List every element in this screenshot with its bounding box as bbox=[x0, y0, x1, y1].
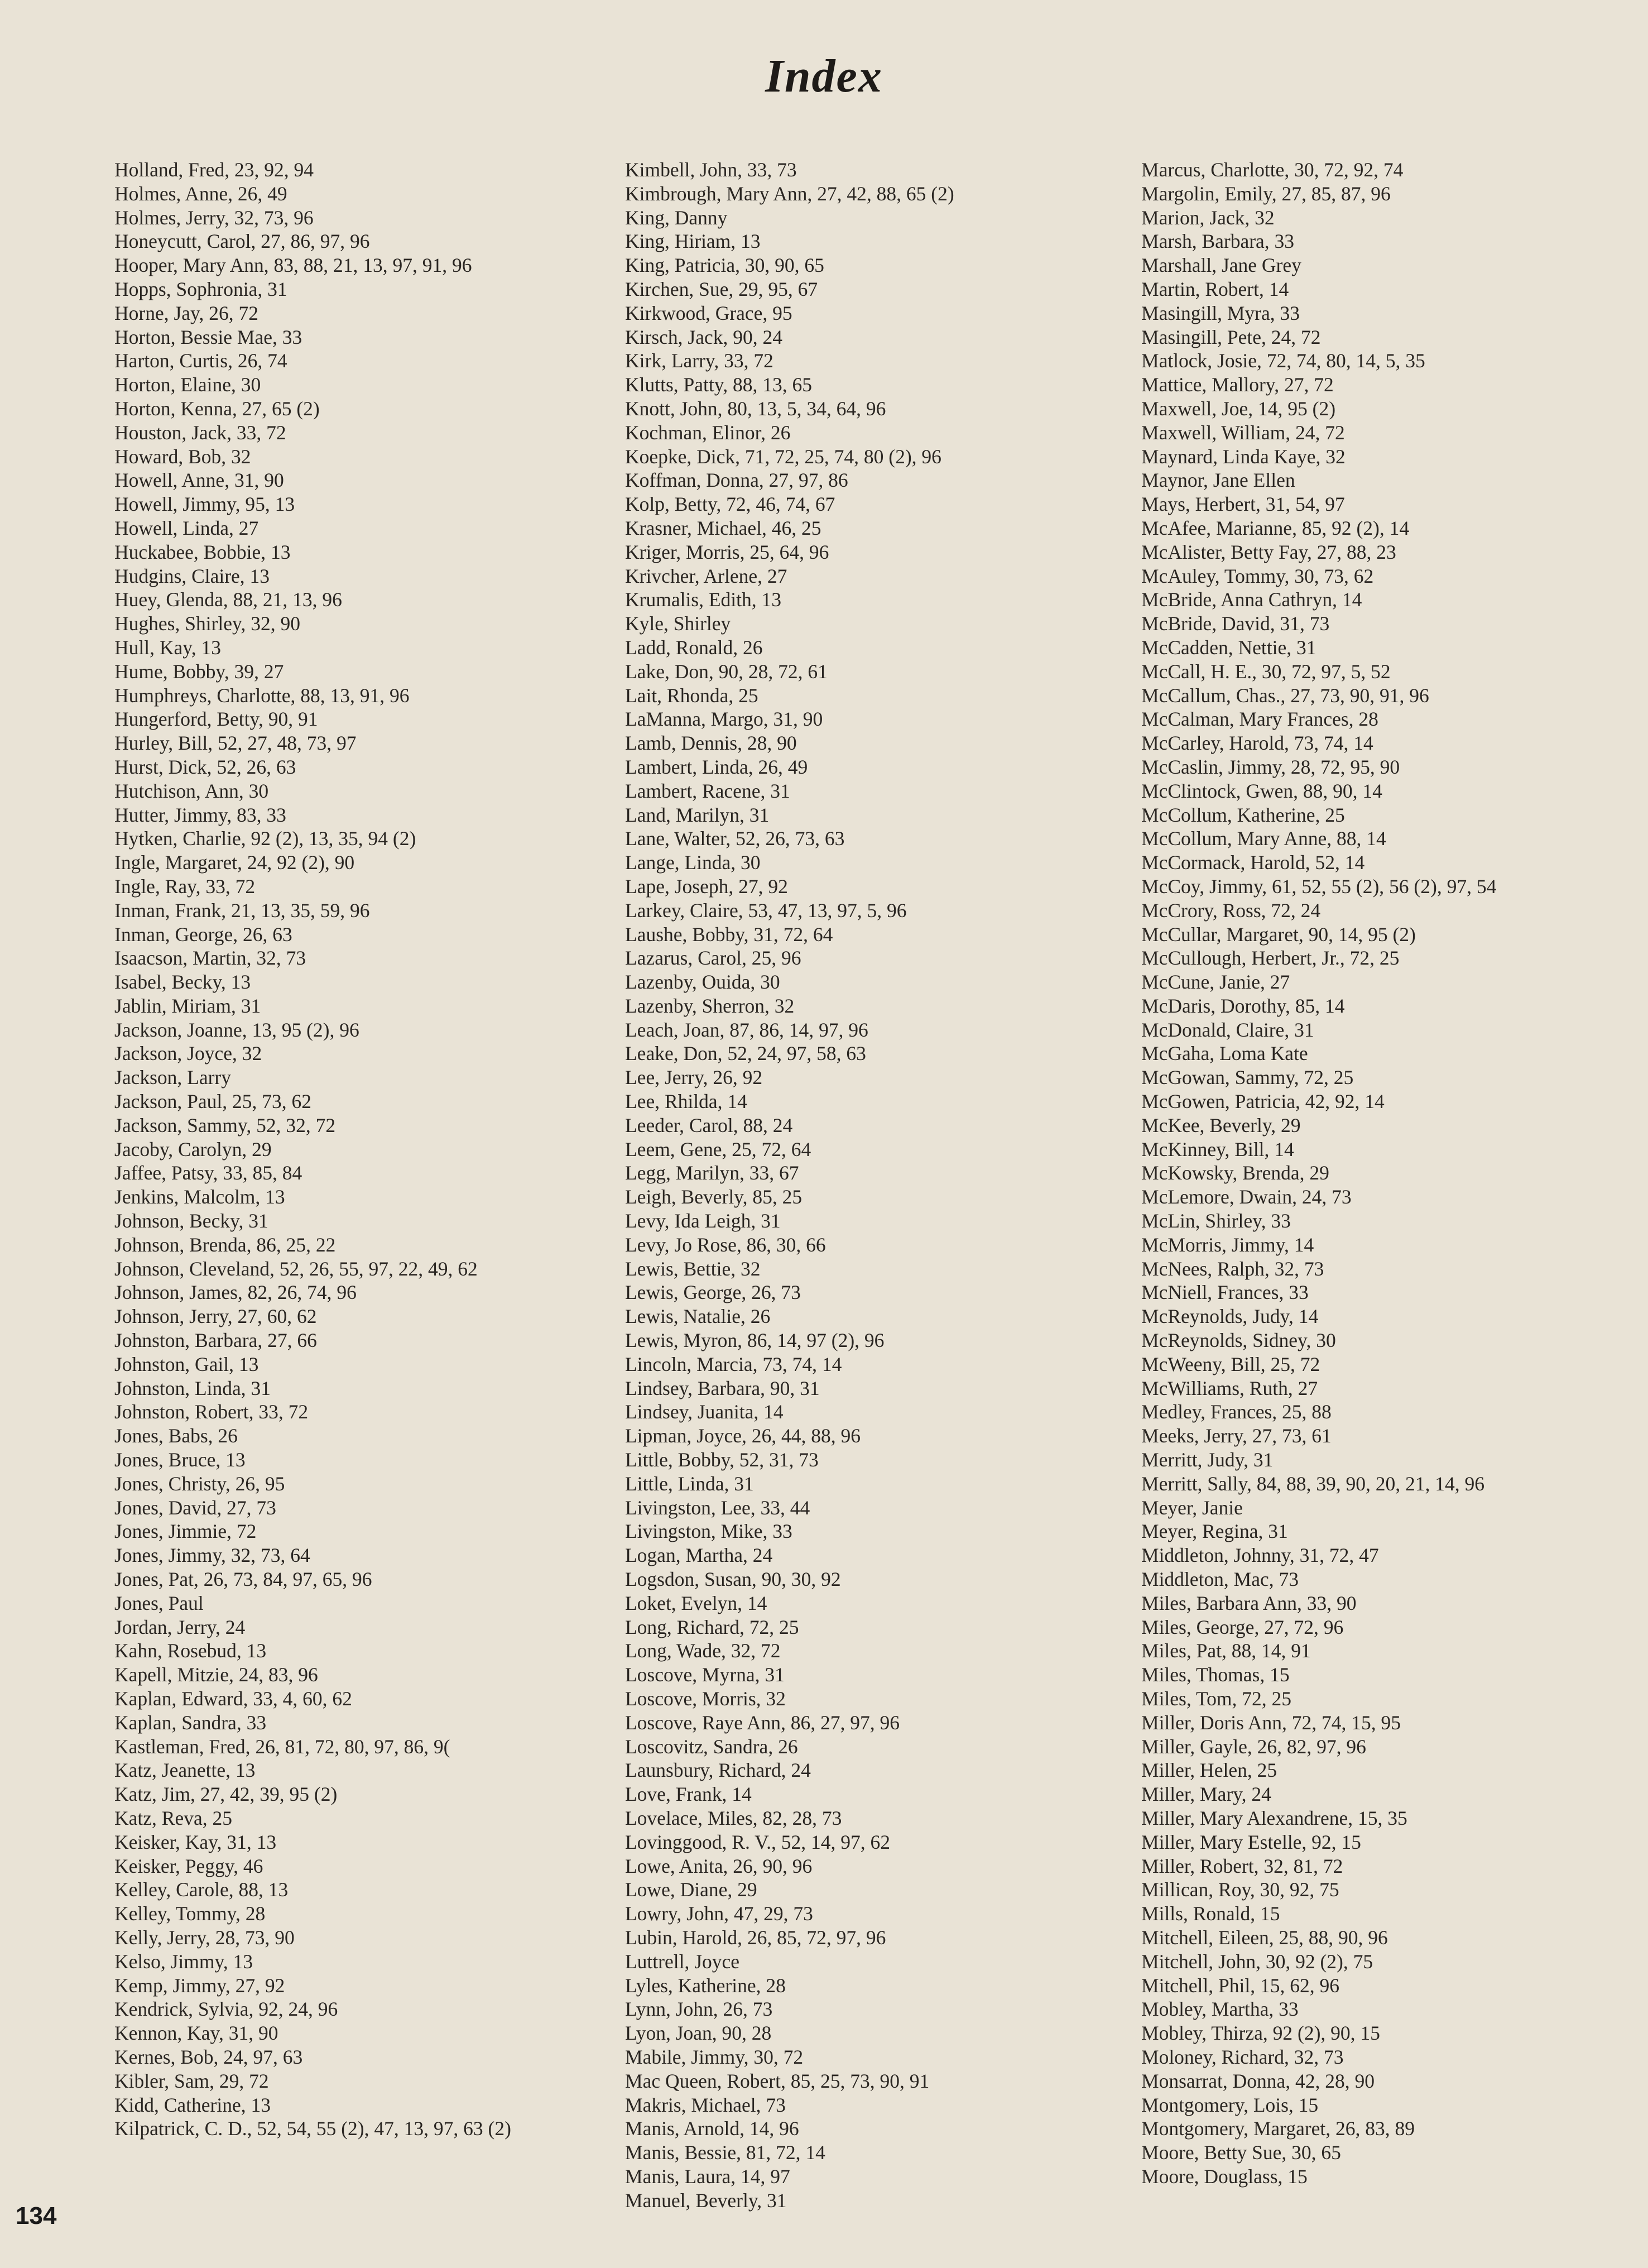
index-entry: McGowan, Sammy, 72, 25 bbox=[1141, 1066, 1354, 1089]
index-entry: McReynolds, Judy, 14 bbox=[1141, 1305, 1319, 1328]
index-entry: King, Hiriam, 13 bbox=[625, 230, 761, 253]
index-entry: Jacoby, Carolyn, 29 bbox=[114, 1138, 272, 1161]
index-entry: Lovelace, Miles, 82, 28, 73 bbox=[625, 1806, 842, 1829]
index-entry: Miles, Tom, 72, 25 bbox=[1141, 1687, 1292, 1710]
index-entry: Mays, Herbert, 31, 54, 97 bbox=[1141, 493, 1345, 516]
index-entry: Manis, Laura, 14, 97 bbox=[625, 2165, 790, 2188]
index-entry: McDaris, Dorothy, 85, 14 bbox=[1141, 994, 1345, 1017]
index-entry: Klutts, Patty, 88, 13, 65 bbox=[625, 373, 812, 396]
index-entry: McCullough, Herbert, Jr., 72, 25 bbox=[1141, 947, 1400, 970]
index-entry: Lipman, Joyce, 26, 44, 88, 96 bbox=[625, 1425, 861, 1447]
index-entry: McCormack, Harold, 52, 14 bbox=[1141, 851, 1365, 874]
index-entry: Lubin, Harold, 26, 85, 72, 97, 96 bbox=[625, 1926, 886, 1949]
index-entry: Lovinggood, R. V., 52, 14, 97, 62 bbox=[625, 1830, 891, 1853]
index-entry: Lowe, Anita, 26, 90, 96 bbox=[625, 1854, 813, 1877]
index-entry: Katz, Jeanette, 13 bbox=[114, 1759, 256, 1782]
index-entry: Long, Wade, 32, 72 bbox=[625, 1639, 781, 1662]
index-entry: LaManna, Margo, 31, 90 bbox=[625, 708, 823, 731]
index-column-2 bbox=[625, 158, 1099, 2213]
index-entry: Miller, Mary Estelle, 92, 15 bbox=[1141, 1830, 1361, 1853]
index-entry: Johnston, Gail, 13 bbox=[114, 1353, 259, 1375]
index-entry: Howell, Linda, 27 bbox=[114, 516, 259, 539]
index-entry: Masingill, Pete, 24, 72 bbox=[1141, 325, 1321, 348]
index-entry: Leach, Joan, 87, 86, 14, 97, 96 bbox=[625, 1018, 868, 1041]
index-entry: Ladd, Ronald, 26 bbox=[625, 636, 763, 659]
index-entry: Loscovitz, Sandra, 26 bbox=[625, 1735, 798, 1758]
index-entry: Jackson, Joanne, 13, 95 (2), 96 bbox=[114, 1018, 359, 1041]
index-entry: Lambert, Racene, 31 bbox=[625, 779, 790, 802]
index-entry: Meeks, Jerry, 27, 73, 61 bbox=[1141, 1425, 1332, 1447]
index-entry: Jones, Jimmy, 32, 73, 64 bbox=[114, 1544, 310, 1567]
index-entry: Lee, Rhilda, 14 bbox=[625, 1090, 747, 1113]
index-entry: Kilpatrick, C. D., 52, 54, 55 (2), 47, 13, 97, 63 (2) bbox=[114, 2117, 511, 2140]
index-entry: Lange, Linda, 30 bbox=[625, 851, 761, 874]
index-entry: Harton, Curtis, 26, 74 bbox=[114, 349, 287, 372]
index-entry: Lewis, Natalie, 26 bbox=[625, 1305, 771, 1328]
index-entry: Jones, Bruce, 13 bbox=[114, 1449, 246, 1471]
index-entry: Keisker, Kay, 31, 13 bbox=[114, 1830, 277, 1853]
index-entry: McClintock, Gwen, 88, 90, 14 bbox=[1141, 779, 1382, 802]
index-entry: Honeycutt, Carol, 27, 86, 97, 96 bbox=[114, 230, 370, 253]
index-entry: Lewis, Bettie, 32 bbox=[625, 1257, 761, 1280]
index-entry: Johnson, Brenda, 86, 25, 22 bbox=[114, 1233, 336, 1256]
index-entry: Ingle, Ray, 33, 72 bbox=[114, 875, 256, 898]
index-entry: Miller, Mary, 24 bbox=[1141, 1783, 1271, 1806]
index-entry: Lamb, Dennis, 28, 90 bbox=[625, 732, 797, 755]
index-entry: McCaslin, Jimmy, 28, 72, 95, 90 bbox=[1141, 755, 1400, 778]
index-entry: McAfee, Marianne, 85, 92 (2), 14 bbox=[1141, 516, 1410, 539]
index-entry: Kimbrough, Mary Ann, 27, 42, 88, 65 (2) bbox=[625, 182, 954, 205]
index-entry: Mobley, Martha, 33 bbox=[1141, 1998, 1299, 2021]
index-entry: Kidd, Catherine, 13 bbox=[114, 2093, 271, 2116]
index-entry: Jackson, Larry bbox=[114, 1066, 231, 1089]
index-entry: Kastleman, Fred, 26, 81, 72, 80, 97, 86, 9( bbox=[114, 1735, 450, 1758]
index-entry: Lazenby, Sherron, 32 bbox=[625, 994, 795, 1017]
index-entry: Moore, Douglass, 15 bbox=[1141, 2165, 1308, 2188]
index-entry: Mills, Ronald, 15 bbox=[1141, 1902, 1280, 1925]
index-entry: McCadden, Nettie, 31 bbox=[1141, 636, 1317, 659]
index-entry: Margolin, Emily, 27, 85, 87, 96 bbox=[1141, 182, 1391, 205]
index-entry: Horne, Jay, 26, 72 bbox=[114, 301, 258, 324]
index-entry: Miles, Thomas, 15 bbox=[1141, 1663, 1290, 1686]
index-entry: Merritt, Judy, 31 bbox=[1141, 1449, 1274, 1471]
index-entry: McCollum, Mary Anne, 88, 14 bbox=[1141, 827, 1386, 850]
index-entry: Kelley, Carole, 88, 13 bbox=[114, 1878, 289, 1901]
index-entry: Lindsey, Barbara, 90, 31 bbox=[625, 1377, 820, 1399]
index-entry: Jaffee, Patsy, 33, 85, 84 bbox=[114, 1162, 302, 1185]
index-entry: Land, Marilyn, 31 bbox=[625, 803, 770, 826]
index-entry: Kennon, Kay, 31, 90 bbox=[114, 2022, 278, 2045]
index-entry: Kaplan, Edward, 33, 4, 60, 62 bbox=[114, 1687, 352, 1710]
index-entry: Lynn, John, 26, 73 bbox=[625, 1998, 773, 2021]
index-entry: Miller, Gayle, 26, 82, 97, 96 bbox=[1141, 1735, 1366, 1758]
index-entry: Long, Richard, 72, 25 bbox=[625, 1615, 799, 1638]
index-entry: McCullar, Margaret, 90, 14, 95 (2) bbox=[1141, 923, 1416, 946]
index-entry: King, Patricia, 30, 90, 65 bbox=[625, 254, 824, 277]
index-entry: Loscove, Myrna, 31 bbox=[625, 1663, 785, 1686]
index-entry: Mitchell, John, 30, 92 (2), 75 bbox=[1141, 1950, 1373, 1973]
index-entry: Moloney, Richard, 32, 73 bbox=[1141, 2045, 1344, 2068]
index-entry: Katz, Reva, 25 bbox=[114, 1806, 232, 1829]
index-entry: Kendrick, Sylvia, 92, 24, 96 bbox=[114, 1998, 338, 2021]
index-entry: Masingill, Myra, 33 bbox=[1141, 301, 1300, 324]
index-entry: Loscove, Morris, 32 bbox=[625, 1687, 786, 1710]
index-entry: Koepke, Dick, 71, 72, 25, 74, 80 (2), 96 bbox=[625, 445, 941, 468]
index-entry: McGowen, Patricia, 42, 92, 14 bbox=[1141, 1090, 1385, 1113]
index-entry: Lyles, Katherine, 28 bbox=[625, 1974, 786, 1997]
index-entry: Jones, Paul bbox=[114, 1591, 204, 1614]
index-entry: Johnson, Jerry, 27, 60, 62 bbox=[114, 1305, 317, 1328]
index-entry: McCalman, Mary Frances, 28 bbox=[1141, 708, 1378, 731]
index-entry: Jones, David, 27, 73 bbox=[114, 1496, 276, 1519]
index-entry: Lindsey, Juanita, 14 bbox=[625, 1401, 784, 1423]
index-column-3 bbox=[1141, 158, 1621, 2189]
index-entry: Kirsch, Jack, 90, 24 bbox=[625, 325, 782, 348]
index-entry: Howell, Anne, 31, 90 bbox=[114, 469, 284, 492]
index-entry: Hungerford, Betty, 90, 91 bbox=[114, 708, 318, 731]
index-entry: McWilliams, Ruth, 27 bbox=[1141, 1377, 1318, 1399]
index-entry: Mac Queen, Robert, 85, 25, 73, 90, 91 bbox=[625, 2069, 930, 2092]
index-entry: Lazenby, Ouida, 30 bbox=[625, 971, 780, 994]
index-entry: Krivcher, Arlene, 27 bbox=[625, 564, 787, 587]
index-entry: McGaha, Loma Kate bbox=[1141, 1042, 1308, 1065]
index-entry: Lazarus, Carol, 25, 96 bbox=[625, 947, 801, 970]
index-entry: Jones, Babs, 26 bbox=[114, 1425, 238, 1447]
index-entry: McDonald, Claire, 31 bbox=[1141, 1018, 1314, 1041]
index-entry: Johnston, Linda, 31 bbox=[114, 1377, 271, 1399]
index-entry: McCarley, Harold, 73, 74, 14 bbox=[1141, 732, 1373, 755]
index-entry: McLemore, Dwain, 24, 73 bbox=[1141, 1186, 1352, 1209]
index-entry: McCollum, Katherine, 25 bbox=[1141, 803, 1345, 826]
index-entry: Lowe, Diane, 29 bbox=[625, 1878, 757, 1901]
index-entry: Hume, Bobby, 39, 27 bbox=[114, 660, 284, 683]
index-entry: Legg, Marilyn, 33, 67 bbox=[625, 1162, 799, 1185]
index-entry: Little, Linda, 31 bbox=[625, 1472, 754, 1495]
index-entry: Hopps, Sophronia, 31 bbox=[114, 277, 287, 300]
index-entry: Inman, Frank, 21, 13, 35, 59, 96 bbox=[114, 899, 370, 922]
index-entry: Horton, Kenna, 27, 65 (2) bbox=[114, 397, 320, 420]
index-entry: Mobley, Thirza, 92 (2), 90, 15 bbox=[1141, 2022, 1380, 2045]
index-entry: Miller, Helen, 25 bbox=[1141, 1759, 1277, 1782]
index-entry: Kelly, Jerry, 28, 73, 90 bbox=[114, 1926, 295, 1949]
index-entry: Johnson, Cleveland, 52, 26, 55, 97, 22, 49, 62 bbox=[114, 1257, 478, 1280]
index-entry: Johnston, Robert, 33, 72 bbox=[114, 1401, 309, 1423]
index-entry: Jackson, Sammy, 52, 32, 72 bbox=[114, 1114, 336, 1137]
index-entry: McAlister, Betty Fay, 27, 88, 23 bbox=[1141, 540, 1396, 563]
index-entry: Miles, Pat, 88, 14, 91 bbox=[1141, 1639, 1311, 1662]
index-entry: Livingston, Mike, 33 bbox=[625, 1520, 792, 1543]
index-entry: McAuley, Tommy, 30, 73, 62 bbox=[1141, 564, 1374, 587]
index-entry: Luttrell, Joyce bbox=[625, 1950, 740, 1973]
index-entry: Lait, Rhonda, 25 bbox=[625, 684, 758, 707]
index-entry: Montgomery, Lois, 15 bbox=[1141, 2093, 1319, 2116]
index-entry: Inman, George, 26, 63 bbox=[114, 923, 292, 946]
index-entry: Hutchison, Ann, 30 bbox=[114, 779, 269, 802]
index-entry: Miles, George, 27, 72, 96 bbox=[1141, 1615, 1344, 1638]
page-number: 134 bbox=[16, 2202, 57, 2229]
index-entry: Livingston, Lee, 33, 44 bbox=[625, 1496, 810, 1519]
index-entry: Lincoln, Marcia, 73, 74, 14 bbox=[625, 1353, 842, 1375]
index-entry: McBride, Anna Cathryn, 14 bbox=[1141, 588, 1362, 611]
index-entry: Jones, Christy, 26, 95 bbox=[114, 1472, 285, 1495]
index-entry: Holmes, Jerry, 32, 73, 96 bbox=[114, 206, 314, 229]
index-entry: Lewis, George, 26, 73 bbox=[625, 1281, 801, 1304]
index-entry: Millican, Roy, 30, 92, 75 bbox=[1141, 1878, 1339, 1901]
index-entry: Martin, Robert, 14 bbox=[1141, 277, 1289, 300]
index-entry: McReynolds, Sidney, 30 bbox=[1141, 1329, 1336, 1352]
index-entry: Hytken, Charlie, 92 (2), 13, 35, 94 (2) bbox=[114, 827, 416, 850]
index-entry: Levy, Jo Rose, 86, 30, 66 bbox=[625, 1233, 826, 1256]
index-entry: McNees, Ralph, 32, 73 bbox=[1141, 1257, 1324, 1280]
index-entry: Humphreys, Charlotte, 88, 13, 91, 96 bbox=[114, 684, 410, 707]
index-entry: Johnson, Becky, 31 bbox=[114, 1210, 268, 1233]
index-entry: Kelley, Tommy, 28 bbox=[114, 1902, 266, 1925]
index-entry: McLin, Shirley, 33 bbox=[1141, 1210, 1291, 1233]
index-entry: Moore, Betty Sue, 30, 65 bbox=[1141, 2141, 1341, 2164]
index-entry: Kirchen, Sue, 29, 95, 67 bbox=[625, 277, 818, 300]
index-entry: Launsbury, Richard, 24 bbox=[625, 1759, 811, 1782]
index-entry: Matlock, Josie, 72, 74, 80, 14, 5, 35 bbox=[1141, 349, 1425, 372]
index-entry: Meyer, Janie bbox=[1141, 1496, 1243, 1519]
index-entry: Kapell, Mitzie, 24, 83, 96 bbox=[114, 1663, 318, 1686]
index-entry: Kochman, Elinor, 26 bbox=[625, 421, 791, 444]
index-entry: McCune, Janie, 27 bbox=[1141, 971, 1290, 994]
index-entry: Hurst, Dick, 52, 26, 63 bbox=[114, 755, 296, 778]
index-entry: Little, Bobby, 52, 31, 73 bbox=[625, 1449, 819, 1471]
index-entry: Leem, Gene, 25, 72, 64 bbox=[625, 1138, 811, 1161]
index-entry: Miller, Doris Ann, 72, 74, 15, 95 bbox=[1141, 1711, 1401, 1734]
index-entry: Maxwell, William, 24, 72 bbox=[1141, 421, 1345, 444]
index-entry: Lambert, Linda, 26, 49 bbox=[625, 755, 808, 778]
index-entry: Marion, Jack, 32 bbox=[1141, 206, 1275, 229]
index-entry: Medley, Frances, 25, 88 bbox=[1141, 1401, 1332, 1423]
index-entry: Logsdon, Susan, 90, 30, 92 bbox=[625, 1568, 841, 1591]
index-entry: Horton, Bessie Mae, 33 bbox=[114, 325, 302, 348]
index-entry: Manis, Bessie, 81, 72, 14 bbox=[625, 2141, 825, 2164]
index-entry: Miller, Robert, 32, 81, 72 bbox=[1141, 1854, 1343, 1877]
index-entry: Lape, Joseph, 27, 92 bbox=[625, 875, 788, 898]
index-entry: Kirk, Larry, 33, 72 bbox=[625, 349, 773, 372]
index-entry: Kimbell, John, 33, 73 bbox=[625, 159, 797, 181]
index-entry: Hurley, Bill, 52, 27, 48, 73, 97 bbox=[114, 732, 357, 755]
index-entry: Kernes, Bob, 24, 97, 63 bbox=[114, 2045, 303, 2068]
index-entry: Maynard, Linda Kaye, 32 bbox=[1141, 445, 1346, 468]
index-entry: Horton, Elaine, 30 bbox=[114, 373, 261, 396]
index-entry: King, Danny bbox=[625, 206, 728, 229]
index-entry: Isabel, Becky, 13 bbox=[114, 971, 251, 994]
index-entry: Jones, Pat, 26, 73, 84, 97, 65, 96 bbox=[114, 1568, 372, 1591]
index-entry: McKee, Beverly, 29 bbox=[1141, 1114, 1301, 1137]
index-entry: Lyon, Joan, 90, 28 bbox=[625, 2022, 772, 2045]
index-entry: Leigh, Beverly, 85, 25 bbox=[625, 1186, 803, 1209]
index-entry: Kahn, Rosebud, 13 bbox=[114, 1639, 267, 1662]
index-entry: Maynor, Jane Ellen bbox=[1141, 469, 1295, 492]
index-entry: Jordan, Jerry, 24 bbox=[114, 1615, 246, 1638]
index-entry: Huckabee, Bobbie, 13 bbox=[114, 540, 291, 563]
index-entry: Merritt, Sally, 84, 88, 39, 90, 20, 21, 14, 96 bbox=[1141, 1472, 1484, 1495]
index-entry: Johnson, James, 82, 26, 74, 96 bbox=[114, 1281, 357, 1304]
index-entry: Koffman, Donna, 27, 97, 86 bbox=[625, 469, 848, 492]
index-entry: Jenkins, Malcolm, 13 bbox=[114, 1186, 285, 1209]
index-entry: Jablin, Miriam, 31 bbox=[114, 994, 261, 1017]
index-entry: Keisker, Peggy, 46 bbox=[114, 1854, 263, 1877]
index-entry: Kirkwood, Grace, 95 bbox=[625, 301, 792, 324]
index-entry: Lowry, John, 47, 29, 73 bbox=[625, 1902, 813, 1925]
index-entry: Miles, Barbara Ann, 33, 90 bbox=[1141, 1591, 1357, 1614]
index-entry: Mattice, Mallory, 27, 72 bbox=[1141, 373, 1334, 396]
index-entry: McKinney, Bill, 14 bbox=[1141, 1138, 1294, 1161]
index-entry: Loket, Evelyn, 14 bbox=[625, 1591, 767, 1614]
index-entry: Monsarrat, Donna, 42, 28, 90 bbox=[1141, 2069, 1375, 2092]
index-entry: Isaacson, Martin, 32, 73 bbox=[114, 947, 306, 970]
index-entry: Krasner, Michael, 46, 25 bbox=[625, 516, 821, 539]
index-entry: Love, Frank, 14 bbox=[625, 1783, 752, 1806]
index-entry: Lee, Jerry, 26, 92 bbox=[625, 1066, 763, 1089]
index-entry: Jones, Jimmie, 72 bbox=[114, 1520, 257, 1543]
index-entry: McCoy, Jimmy, 61, 52, 55 (2), 56 (2), 97, 54 bbox=[1141, 875, 1497, 898]
index-entry: Hughes, Shirley, 32, 90 bbox=[114, 612, 300, 635]
index-entry: McCall, H. E., 30, 72, 97, 5, 52 bbox=[1141, 660, 1391, 683]
index-entry: Kaplan, Sandra, 33 bbox=[114, 1711, 267, 1734]
index-entry: Montgomery, Margaret, 26, 83, 89 bbox=[1141, 2117, 1415, 2140]
index-entry: Hudgins, Claire, 13 bbox=[114, 564, 270, 587]
index-entry: Huey, Glenda, 88, 21, 13, 96 bbox=[114, 588, 342, 611]
index-entry: Knott, John, 80, 13, 5, 34, 64, 96 bbox=[625, 397, 886, 420]
index-entry: Kriger, Morris, 25, 64, 96 bbox=[625, 540, 829, 563]
index-entry: Maxwell, Joe, 14, 95 (2) bbox=[1141, 397, 1336, 420]
index-entry: Kibler, Sam, 29, 72 bbox=[114, 2069, 269, 2092]
page-title: Index bbox=[765, 50, 883, 102]
index-entry: Makris, Michael, 73 bbox=[625, 2093, 786, 2116]
index-entry: Howard, Bob, 32 bbox=[114, 445, 251, 468]
index-entry: Middleton, Mac, 73 bbox=[1141, 1568, 1299, 1591]
index-entry: McWeeny, Bill, 25, 72 bbox=[1141, 1353, 1320, 1375]
index-entry: Hooper, Mary Ann, 83, 88, 21, 13, 97, 91, 96 bbox=[114, 254, 472, 277]
index-entry: Laushe, Bobby, 31, 72, 64 bbox=[625, 923, 833, 946]
index-entry: Mabile, Jimmy, 30, 72 bbox=[625, 2045, 804, 2068]
index-entry: Mitchell, Eileen, 25, 88, 90, 96 bbox=[1141, 1926, 1388, 1949]
index-entry: Leake, Don, 52, 24, 97, 58, 63 bbox=[625, 1042, 866, 1065]
index-entry: McCrory, Ross, 72, 24 bbox=[1141, 899, 1321, 922]
index-entry: Holland, Fred, 23, 92, 94 bbox=[114, 159, 314, 181]
index-entry: Lewis, Myron, 86, 14, 97 (2), 96 bbox=[625, 1329, 885, 1352]
index-entry: Holmes, Anne, 26, 49 bbox=[114, 182, 287, 205]
index-entry: McCallum, Chas., 27, 73, 90, 91, 96 bbox=[1141, 684, 1429, 707]
index-entry: Logan, Martha, 24 bbox=[625, 1544, 773, 1567]
index-entry: Kyle, Shirley bbox=[625, 612, 731, 635]
index-entry: Manuel, Beverly, 31 bbox=[625, 2189, 787, 2212]
index-entry: Marshall, Jane Grey bbox=[1141, 254, 1301, 277]
index-entry: Howell, Jimmy, 95, 13 bbox=[114, 493, 295, 516]
index-entry: McKowsky, Brenda, 29 bbox=[1141, 1162, 1329, 1185]
index-entry: Middleton, Johnny, 31, 72, 47 bbox=[1141, 1544, 1379, 1567]
index-entry: Levy, Ida Leigh, 31 bbox=[625, 1210, 781, 1233]
index-entry: Katz, Jim, 27, 42, 39, 95 (2) bbox=[114, 1783, 338, 1806]
index-entry: Jackson, Paul, 25, 73, 62 bbox=[114, 1090, 312, 1113]
index-entry: Krumalis, Edith, 13 bbox=[625, 588, 782, 611]
index-entry: Houston, Jack, 33, 72 bbox=[114, 421, 286, 444]
index-entry: Loscove, Raye Ann, 86, 27, 97, 96 bbox=[625, 1711, 900, 1734]
index-entry: Marsh, Barbara, 33 bbox=[1141, 230, 1295, 253]
index-entry: Kolp, Betty, 72, 46, 74, 67 bbox=[625, 493, 835, 516]
index-entry: Larkey, Claire, 53, 47, 13, 97, 5, 96 bbox=[625, 899, 907, 922]
index-entry: Lane, Walter, 52, 26, 73, 63 bbox=[625, 827, 845, 850]
index-entry: Manis, Arnold, 14, 96 bbox=[625, 2117, 799, 2140]
index-entry: Mitchell, Phil, 15, 62, 96 bbox=[1141, 1974, 1339, 1997]
index-entry: Marcus, Charlotte, 30, 72, 92, 74 bbox=[1141, 159, 1404, 181]
index-entry: McMorris, Jimmy, 14 bbox=[1141, 1233, 1314, 1256]
index-column-1 bbox=[114, 158, 578, 2141]
index-entry: Meyer, Regina, 31 bbox=[1141, 1520, 1288, 1543]
index-entry: Leeder, Carol, 88, 24 bbox=[625, 1114, 793, 1137]
index-entry: Miller, Mary Alexandrene, 15, 35 bbox=[1141, 1806, 1407, 1829]
index-entry: McNiell, Frances, 33 bbox=[1141, 1281, 1309, 1304]
index-entry: Kemp, Jimmy, 27, 92 bbox=[114, 1974, 285, 1997]
index-entry: Johnston, Barbara, 27, 66 bbox=[114, 1329, 317, 1352]
index-entry: Hutter, Jimmy, 83, 33 bbox=[114, 803, 286, 826]
index-entry: Kelso, Jimmy, 13 bbox=[114, 1950, 253, 1973]
index-entry: Jackson, Joyce, 32 bbox=[114, 1042, 262, 1065]
index-entry: Ingle, Margaret, 24, 92 (2), 90 bbox=[114, 851, 355, 874]
index-entry: Hull, Kay, 13 bbox=[114, 636, 221, 659]
index-entry: Lake, Don, 90, 28, 72, 61 bbox=[625, 660, 828, 683]
index-entry: McBride, David, 31, 73 bbox=[1141, 612, 1330, 635]
